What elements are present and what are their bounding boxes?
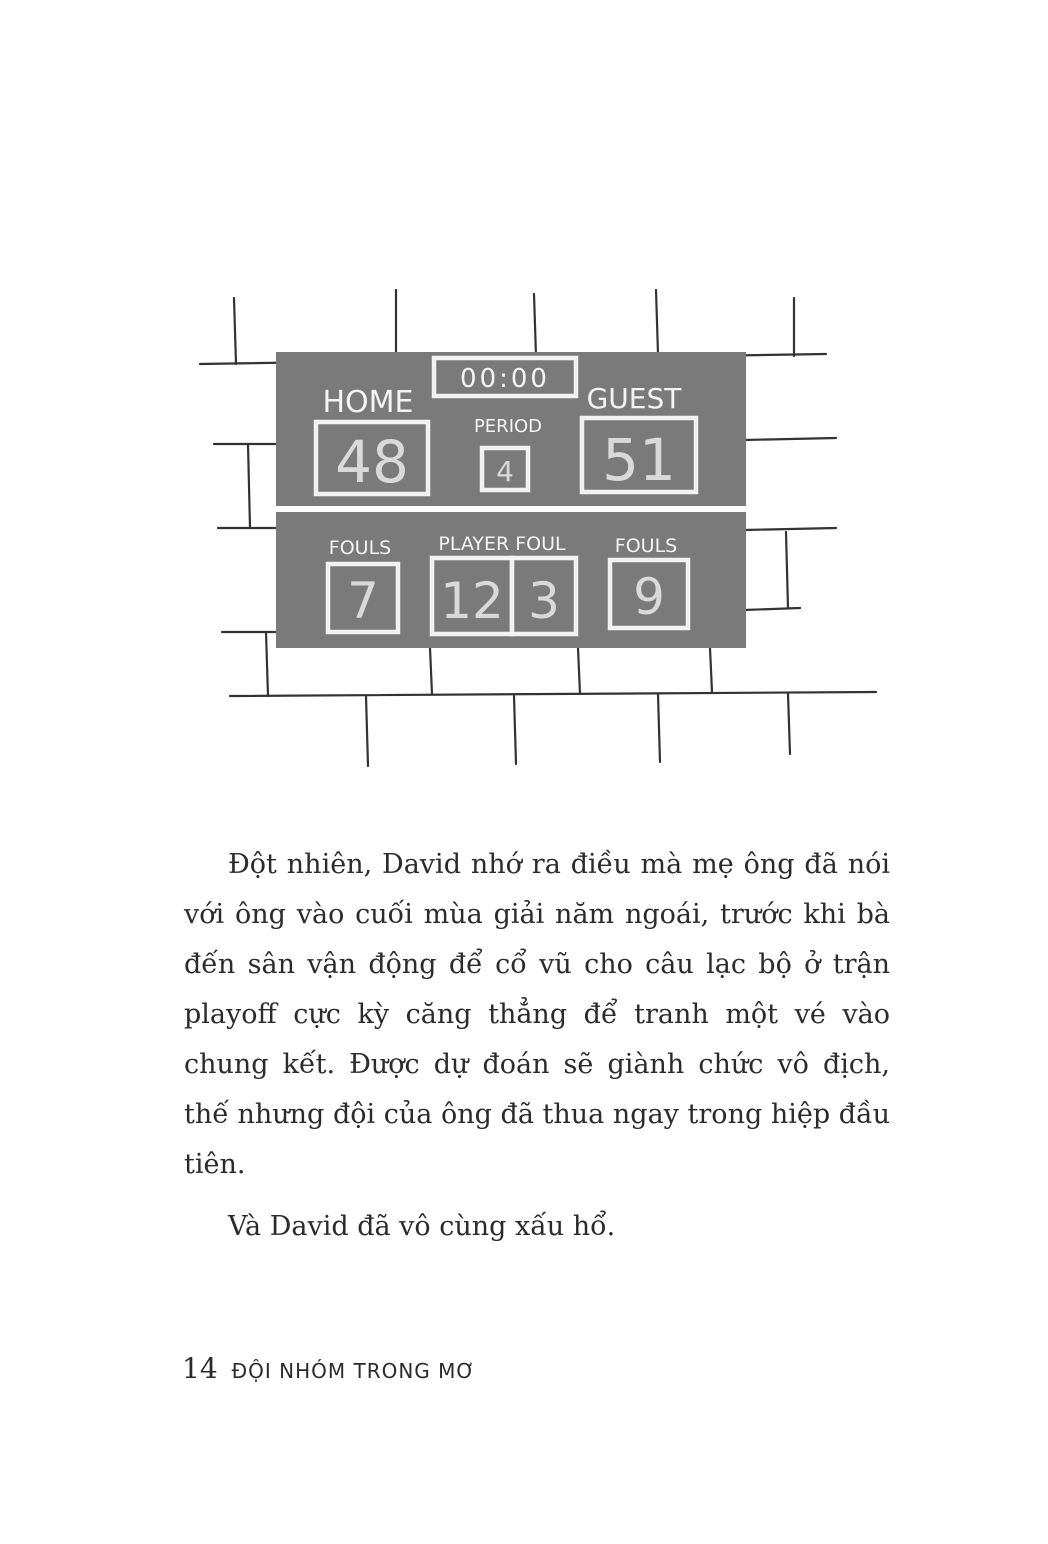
scoreboard-illustration	[196, 284, 886, 768]
clock-readout: 00:00	[460, 364, 550, 394]
guest-label: GUEST	[586, 382, 682, 415]
scoreboard-drawing	[196, 284, 886, 768]
home-score: 48	[335, 428, 409, 496]
guest-fouls-label: FOULS	[614, 535, 678, 557]
guest-score: 51	[602, 426, 676, 494]
running-title: ĐỘI NHÓM TRONG MƠ	[231, 1359, 476, 1383]
period-value: 4	[496, 455, 514, 488]
page-footer	[182, 1352, 476, 1392]
home-fouls: 7	[347, 572, 379, 630]
body-text	[184, 840, 890, 1252]
home-label: HOME	[322, 385, 414, 420]
guest-fouls: 9	[633, 568, 665, 626]
player-number: 12	[440, 572, 504, 630]
period-label: PERIOD	[473, 416, 543, 437]
paragraph: Và David đã vô cùng xấu hổ.	[228, 1211, 616, 1242]
player-fouls: 3	[528, 572, 560, 630]
player-foul-label: PLAYER FOUL	[438, 533, 566, 555]
paragraph: Đột nhiên, David nhớ ra điều mà mẹ ông đã nói với ông vào cuối mùa giải năm ngoái, trước khi bà đến sân vận động để cổ vũ cho câu lạc bộ ở trận playoff cực kỳ căng thẳng để tranh một vé vào chung kết. Được dự đoán sẽ giành chức vô địch, thế nhưng đội của ông đã thua ngay trong hiệp đầu tiên.	[184, 849, 890, 1180]
home-fouls-label: FOULS	[328, 537, 392, 559]
page-number: 14	[182, 1352, 218, 1385]
